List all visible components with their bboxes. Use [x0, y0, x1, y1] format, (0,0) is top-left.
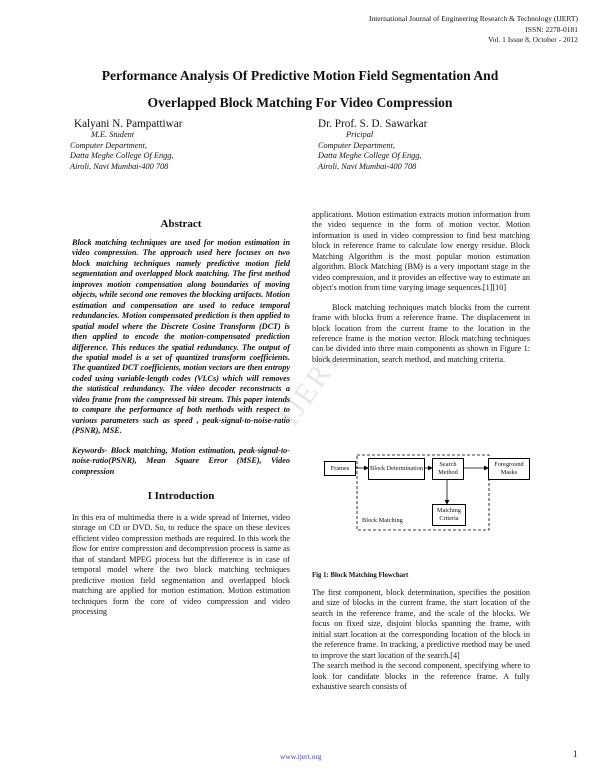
right-paragraph-4: The search method is the second component, specifying where to look for candidate blocks in the reference frame. A fully exhaustive search consists of — [312, 661, 530, 692]
matching-criteria-box: Matching Criteria — [432, 504, 466, 526]
author-1-college: Datta Meghe College Of Engg, — [70, 151, 174, 161]
abstract-text: Block matching techniques are used for motion estimation in video compression. The approach used here focuses on two block matching techniques namely predictive motion field segmentation and overlapped block matching. The first method improves motion compensation along boundaries of moving objects, while second one removes the blocking artifacts. Motion estimation and compensation are used to reduce temporal redundancies. Motion compensated prediction is then applied to spatial model where the Discrete Cosine Transform (DCT) is then applied to encode the motion-compensated prediction difference. This reduces the spatial redundancy. The output of the spatial model is a set of quantized transform coefficients. The quantized DCT coefficients, motion vectors are then entropy coded using variable-length codes (VLCs) which will removes the statistical redundancy. The video decoder reconstructs a video frame from the compressed bit stream. This paper intends to compare the performance of both methods with respect to various parameters such as speed , peak-signal-to-noise-ratio (PSNR), MSE. — [72, 238, 290, 436]
left-column — [72, 218, 290, 618]
search-method-box: Search Method — [432, 458, 464, 480]
page-number: 1 — [573, 749, 578, 759]
author-1-dept: Computer Department, — [70, 140, 147, 150]
right-paragraph-2: Block matching techniques match blocks from the current frame with blocks from a reference frame. The displacement in block location from the current frame to the location in the reference frame is the motion vector. Block matching techniques can be divided into three main components as shown in Figure 1: block determination, search method, and matching criteria. — [312, 302, 530, 364]
right-column-lower — [312, 588, 530, 693]
issn: ISSN: 2278-0181 — [525, 24, 578, 34]
footer-url[interactable]: www.ijert.org — [280, 752, 322, 761]
paper-title-line-2: Overlapped Block Matching For Video Compression — [147, 95, 453, 110]
right-paragraph-3: The first component, block determination, specifies the position and size of blocks in the current frame, the start location of the search in the reference frame, and the scale of the blocks. We focus on fixed size, disjoint blocks spanning the frame, with initial start location at the corresponding location of the block in the reference frame. In tracking, a predictive method may be used to improve the start location of the search.[4] — [312, 588, 530, 660]
block-matching-flowchart — [312, 450, 532, 550]
author-1-role: M.E. Student — [91, 130, 135, 139]
author-2-college: Datta Meghe College Of Engg, — [318, 151, 422, 161]
volume: Vol. 1 Issue 8, October - 2012 — [488, 35, 578, 44]
frames-box: Frames — [324, 461, 356, 476]
paper-title-line-1: Performance Analysis Of Predictive Motion Field Segmentation And — [101, 68, 499, 83]
figure-caption: Fig 1: Block Matching Flowchart — [312, 572, 409, 579]
intro-heading: I Introduction — [147, 489, 215, 502]
author-2 — [318, 118, 427, 172]
abstract-heading: Abstract — [160, 218, 202, 230]
journal-header — [369, 14, 578, 46]
author-2-dept: Computer Department, — [318, 140, 395, 150]
block-matching-label: Block Matching — [362, 517, 403, 524]
foreground-masks-box: Foreground Masks — [488, 458, 530, 480]
author-2-address: Airoli, Navi Mumbai-400 708 — [318, 161, 417, 171]
right-paragraph-1: applications. Motion estimation extracts motion information from the video sequence in the form of motion vector. Motion information is used in video compression to find best matching block in reference frame to calculate low energy residue. Block Matching Algorithm is the most popular motion estimation algorithm. Block Matching (BM) is a very important stage in the video compression, and it provides an effective way to estimate an object's motion from time varying image sequences.[1][10] — [312, 210, 530, 293]
author-1 — [70, 118, 183, 172]
author-2-role: Pricipal — [346, 130, 374, 139]
block-determination-box: Block Determination — [368, 458, 425, 480]
keywords: Keywords- Block matching, Motion estimation, peak-signal-to-noise-ratio(PSNR), Mean Square Error (MSE), Video compression — [72, 445, 290, 476]
intro-text: In this era of multimedia there is a wide spread of Internet, video storage on CD or DVD. So, to reduce the space on these devices efficient video compression methods are required. In this work the flow for entire compression and decompression process is same as that of standard MPEG process but the difference is in case of temporal model where the two block matching techniques predictive motion field segmentation and overlapped block matching are applied for motion estimation. Motion estimation techniques form the core of video compression and video processing — [72, 512, 290, 617]
author-1-name: Kalyani N. Pampattiwar — [74, 118, 183, 130]
author-1-address: Airoli, Navi Mumbai-400 708 — [70, 161, 169, 171]
watermark: IJERT — [272, 341, 350, 432]
right-column — [312, 210, 530, 365]
journal-name: International Journal of Engineering Research & Technology (IJERT) — [368, 14, 578, 23]
author-2-name: Dr. Prof. S. D. Sawarkar — [318, 118, 428, 130]
